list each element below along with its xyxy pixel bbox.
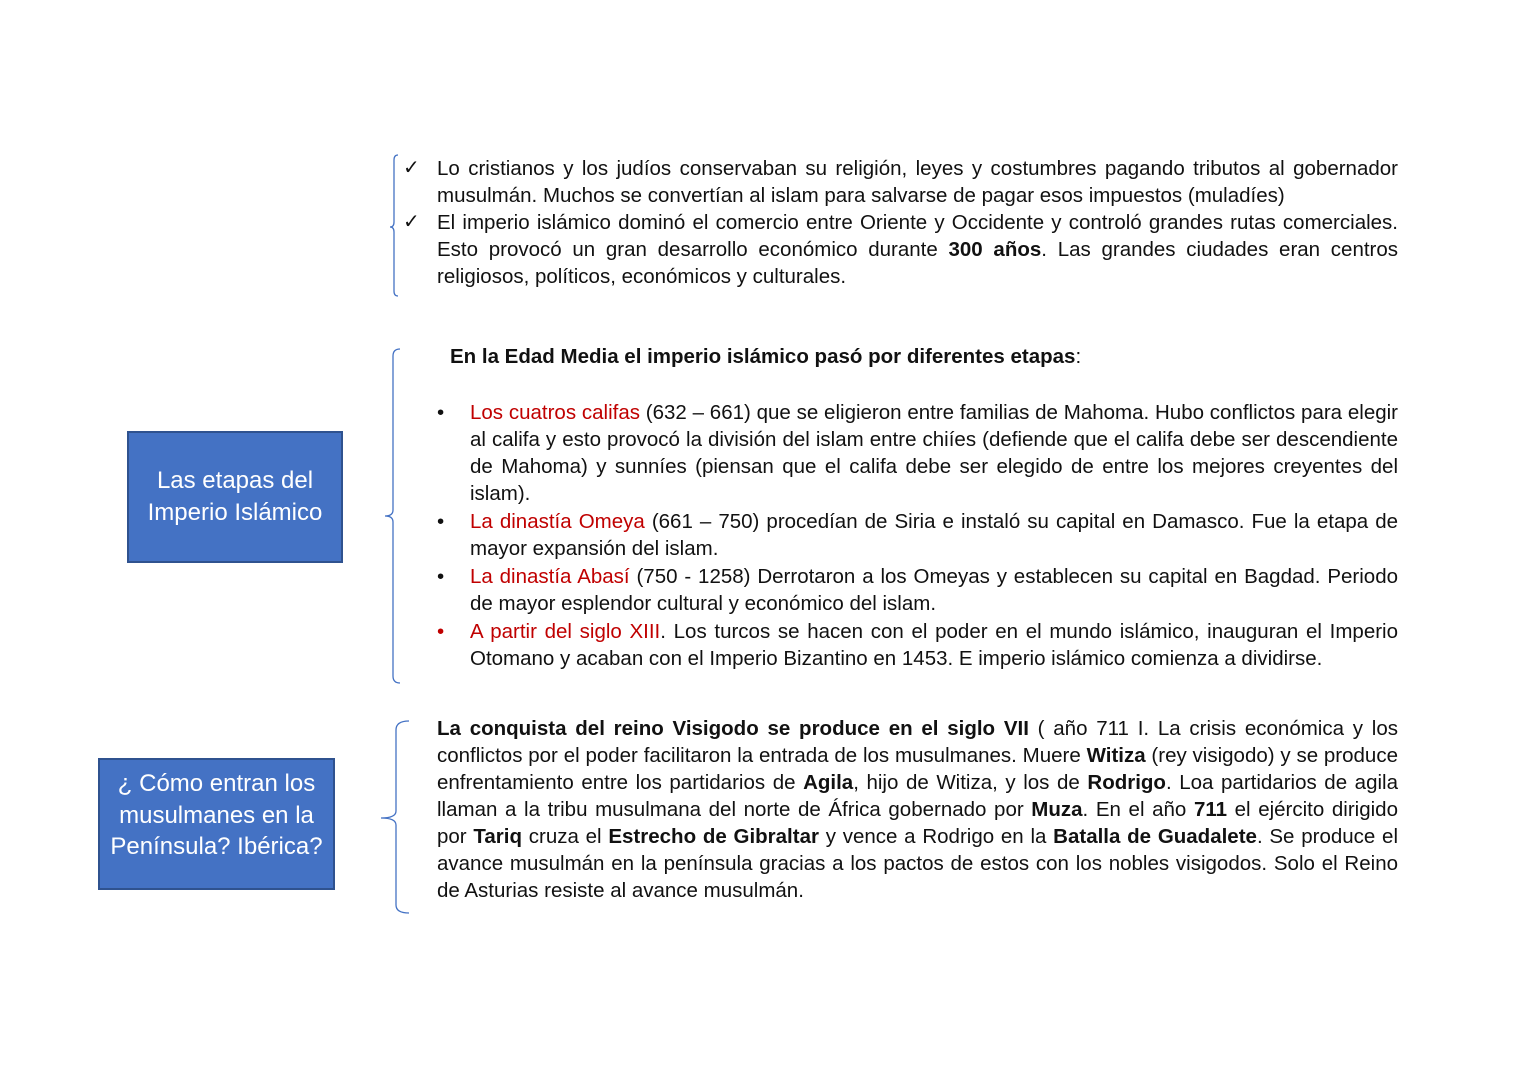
conquista-bold: La conquista del reino Visigodo se produce en el siglo VII [437, 717, 1029, 740]
section-1-checklist [403, 155, 1398, 290]
list-item [437, 563, 1398, 617]
list-item [437, 618, 1398, 672]
conquista-text: . Loa partidarios de agila llaman a la tribu musulmana del norte de África gobernado por [437, 771, 1398, 821]
list-item-title: La dinastía Abasí [470, 565, 630, 588]
list-item-title: Los cuatros califas [470, 401, 640, 424]
check-icon: ✓ [403, 157, 420, 179]
check-item [403, 209, 1398, 290]
etapas-heading-bold: En la Edad Media el imperio islámico pasó por diferentes etapas [450, 345, 1076, 368]
check-icon: ✓ [403, 211, 420, 233]
conquista-text: , hijo de Witiza, y los de [853, 771, 1088, 794]
etapas-list [437, 399, 1398, 673]
bullet-icon: • [437, 401, 445, 424]
conquista-text: cruza el [522, 825, 609, 848]
conquista-text: ( año 711 I. La crisis económica y los conflictos por el poder facilitaron la entrada de los musulmanes. Muere [437, 717, 1398, 767]
conquista-box [98, 758, 335, 890]
conquista-text: y vence a Rodrigo en la [818, 825, 1054, 848]
check-item [403, 155, 1398, 209]
etapas-box [127, 431, 343, 563]
list-item-text: (632 – 661) que se eligieron entre familias de Mahoma. Hubo conflictos para elegir al califa y esto provocó la división del islam entre chiíes (defiende que el califa debe ser descendiente de Mahoma) y sunníes (piensan que el califa debe ser elegido de entre los mejores creyentes del islam). [470, 401, 1398, 505]
list-item [437, 508, 1398, 562]
list-item-title: A partir del siglo XIII [470, 620, 661, 643]
list-item-text: (661 – 750) procedían de Siria e instaló su capital en Damasco. Fue la etapa de mayor expansión del islam. [470, 510, 1398, 560]
bullet-icon: • [437, 510, 445, 533]
brace-section-2 [385, 349, 400, 683]
conquista-text: . Se produce el avance musulmán en la península gracias a los pactos de estos con los nobles visigodos. Solo el Reino de Asturias resiste al avance musulmán. [437, 825, 1399, 902]
conquista-bold: Agila [803, 771, 854, 794]
etapas-heading [450, 343, 1081, 370]
conquista-box-label: ¿ Cómo entran los musulmanes en la Península? Ibérica? [110, 770, 323, 860]
check-item-text-end: . Las grandes ciudades eran centros religiosos, políticos, económicos y culturales. [437, 238, 1399, 288]
list-item-text: (750 - 1258) Derrotaron a los Omeyas y establecen su capital en Bagdad. Periodo de mayor esplendor cultural y económico del islam. [470, 565, 1399, 615]
check-item-text: El imperio islámico dominó el comercio entre Oriente y Occidente y controló grandes rutas comerciales. Esto provocó un gran desarrollo económico durante [437, 211, 1398, 261]
conquista-bold: Witiza [1086, 744, 1146, 767]
bullet-icon: • [437, 620, 445, 643]
conquista-paragraph [437, 715, 1398, 904]
conquista-text: el ejército dirigido por [437, 798, 1398, 848]
conquista-text: . En el año [1082, 798, 1194, 821]
bullet-icon: • [437, 565, 445, 588]
conquista-bold: Rodrigo [1087, 771, 1166, 794]
check-item-text: Lo cristianos y los judíos conservaban su religión, leyes y costumbres pagando tributos al gobernador musulmán. Muchos se convertían al islam para salvarse de pagar esos impuestos (muladíes) [437, 157, 1398, 207]
conquista-bold: Estrecho de Gibraltar [608, 825, 819, 848]
brace-section-1 [390, 155, 398, 296]
conquista-bold: Tariq [473, 825, 522, 848]
brace-section-3 [381, 721, 409, 913]
conquista-text: (rey visigodo) y se produce enfrentamiento entre los partidarios de [437, 744, 1398, 794]
list-item [437, 399, 1398, 507]
conquista-bold: Batalla de Guadalete [1053, 825, 1257, 848]
list-item-text: . Los turcos se hacen con el poder en el mundo islámico, inauguran el Imperio Otomano y acaban con el Imperio Bizantino en 1453. E imperio islámico comienza a dividirse. [470, 620, 1399, 670]
conquista-bold: 711 [1193, 798, 1228, 821]
etapas-heading-suffix: : [1075, 345, 1082, 368]
etapas-box-label: Las etapas del Imperio Islámico [147, 467, 323, 526]
list-item-title: La dinastía Omeya [470, 510, 645, 533]
conquista-bold: Muza [1031, 798, 1083, 821]
check-item-bold: 300 años [948, 238, 1042, 261]
